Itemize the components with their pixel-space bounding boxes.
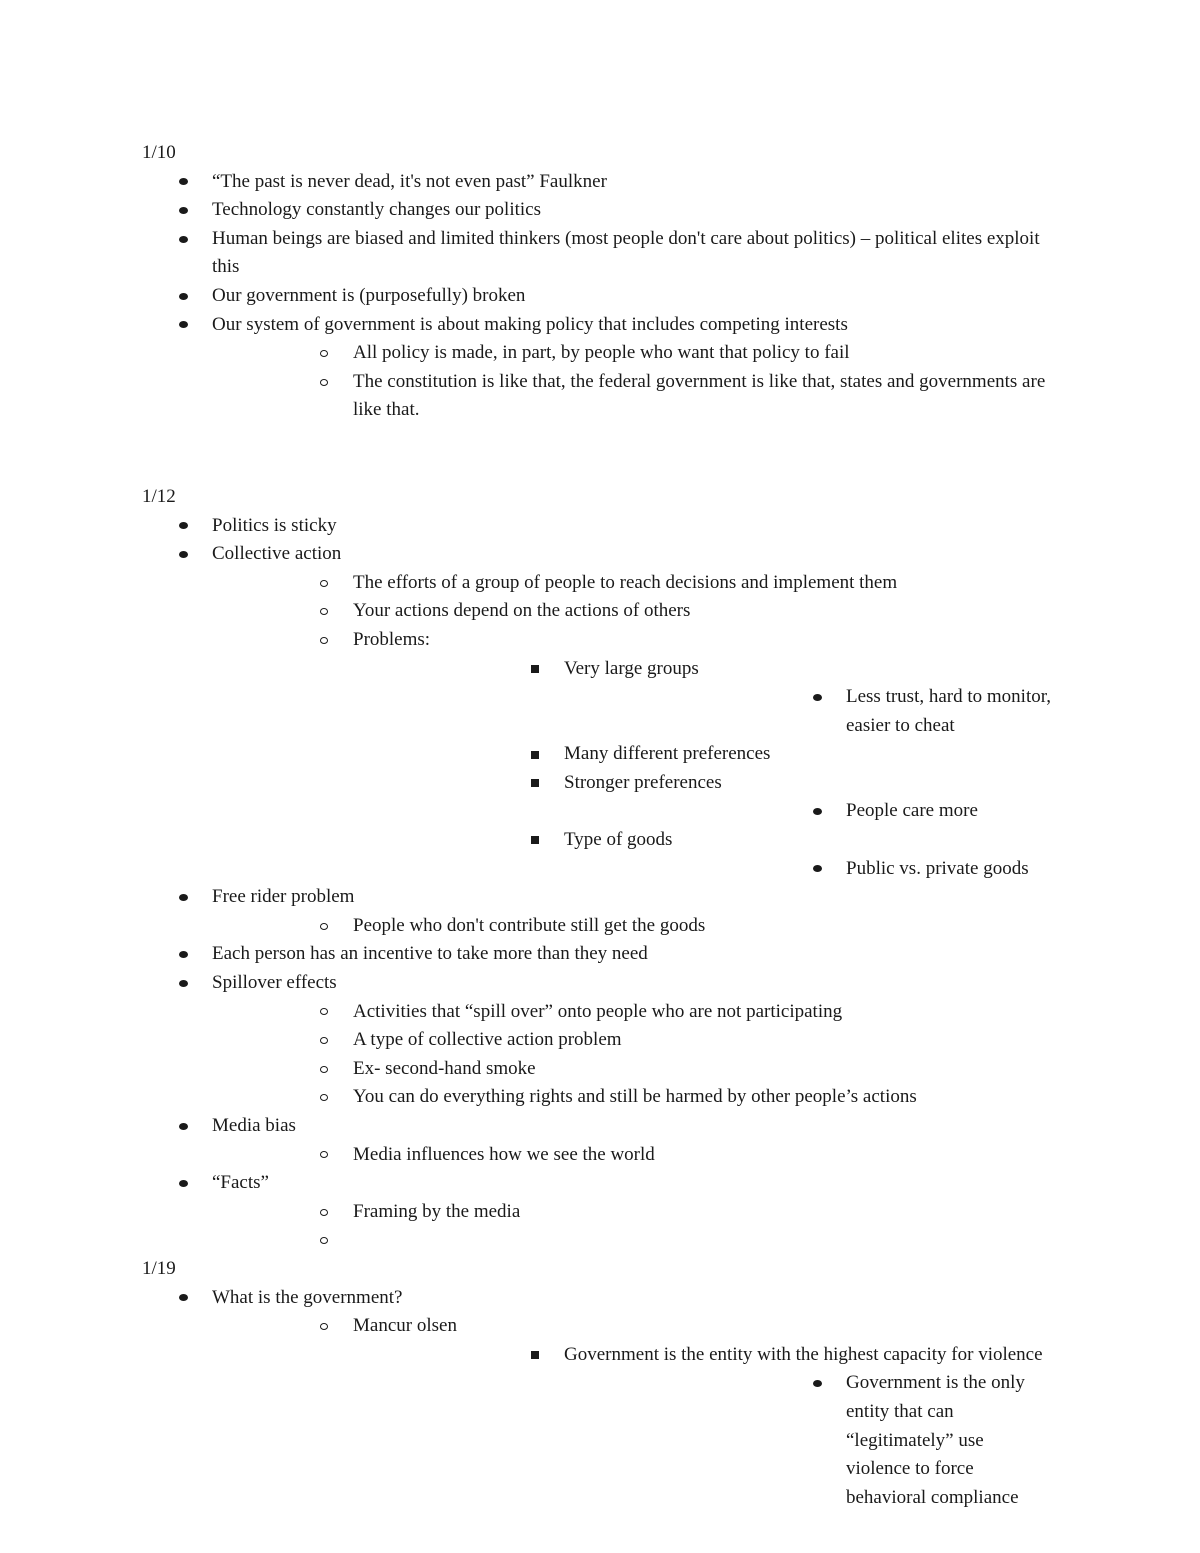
list-item-text: Government is the entity with the highest capacity for violence [564, 1343, 1043, 1365]
list-item [353, 769, 1052, 826]
bullet-disc-icon [175, 1284, 191, 1313]
bullet-disc-icon [809, 683, 825, 712]
list-item-text: Activities that “spill over” onto people who are not participating [353, 1000, 843, 1022]
list-item-text: Politics is sticky [212, 514, 337, 536]
bullet-disc-icon [809, 797, 825, 826]
bullet-square-icon [527, 826, 543, 855]
bullet-square-icon [527, 1341, 543, 1370]
list-item-text: Type of goods [564, 829, 673, 851]
list-item [142, 969, 1052, 1112]
list-item-text: Mancur olsen [353, 1315, 457, 1337]
bullet-disc-icon [175, 196, 191, 225]
list-item-text: You can do everything rights and still be harmed by other people’s actions [353, 1086, 917, 1108]
list-item-text: Stronger preferences [564, 771, 722, 793]
list-item [564, 1369, 1052, 1512]
list-item-text: Our government is (purposefully) broken [212, 284, 526, 306]
list-item-text: Government is the only entity that can “legitimately” use violence to force behavioral compliance [846, 1372, 1025, 1508]
list-item [212, 626, 1052, 883]
bullet-disc-icon [175, 969, 191, 998]
bullet-circle-icon [316, 1026, 332, 1055]
list-item [142, 883, 1052, 940]
list-item [353, 826, 1052, 883]
bullet-circle-icon [316, 1198, 332, 1227]
list-item [142, 168, 1052, 197]
bullet-circle-icon [316, 1055, 332, 1084]
section-date-heading: 1/12 [142, 485, 176, 507]
list-item [212, 339, 1052, 368]
list-item-text: Human beings are biased and limited thinkers (most people don't care about politics) – political elites exploit this [212, 227, 1040, 278]
bullet-circle-icon [316, 626, 332, 655]
bullet-list-level-1 [142, 512, 1052, 1255]
list-item-text: People who don't contribute still get the goods [353, 914, 706, 936]
list-item [212, 1141, 1052, 1170]
bullet-list-level-2 [212, 1141, 1052, 1170]
list-item [142, 1284, 1052, 1513]
list-item-text: All policy is made, in part, by people who want that policy to fail [353, 342, 850, 364]
list-item [212, 998, 1052, 1027]
bullet-circle-icon [316, 569, 332, 598]
bullet-list-level-4 [564, 683, 1052, 740]
list-item [142, 540, 1052, 883]
bullet-disc-icon [175, 940, 191, 969]
bullet-circle-icon [316, 597, 332, 626]
section-date-heading: 1/10 [142, 142, 176, 163]
bullet-disc-icon [175, 168, 191, 197]
bullet-circle-icon [316, 1226, 332, 1255]
list-item-text: Problems: [353, 628, 431, 650]
list-item [353, 740, 1052, 769]
list-item-text [353, 1226, 1052, 1255]
bullet-disc-icon [175, 512, 191, 541]
list-item-text: Spillover effects [212, 972, 337, 994]
bullet-circle-icon [316, 912, 332, 941]
list-item [353, 1341, 1052, 1513]
list-item-text: “The past is never dead, it's not even past” Faulkner [212, 170, 607, 192]
bullet-disc-icon [175, 311, 191, 340]
bullet-disc-icon [175, 225, 191, 254]
section-spacer [142, 425, 1052, 483]
list-item [564, 683, 1052, 740]
list-item [212, 597, 1052, 626]
bullet-circle-icon [316, 998, 332, 1027]
list-item-text: Technology constantly changes our politics [212, 199, 541, 221]
list-item-text: People care more [846, 800, 978, 822]
bullet-circle-icon [316, 1083, 332, 1112]
list-item-text: Each person has an incentive to take more than they need [212, 943, 648, 965]
bullet-disc-icon [809, 1369, 825, 1398]
bullet-list-level-2 [212, 569, 1052, 884]
document-body [142, 139, 1052, 1512]
list-item-text: What is the government? [212, 1286, 403, 1308]
list-item-text: Framing by the media [353, 1200, 521, 1222]
bullet-list-level-2 [212, 1198, 1052, 1255]
section-date-heading: 1/19 [142, 1257, 176, 1279]
list-item-text: Public vs. private goods [846, 857, 1029, 879]
list-item-text: Many different preferences [564, 743, 771, 765]
list-item-text: Our system of government is about making policy that includes competing interests [212, 313, 848, 335]
list-item-text: Media bias [212, 1115, 296, 1136]
notes-section [142, 1255, 1052, 1512]
bullet-square-icon [527, 655, 543, 684]
bullet-list-level-2 [212, 912, 1052, 941]
bullet-list-level-3 [353, 1341, 1052, 1513]
list-item-text: Collective action [212, 543, 342, 565]
list-item [142, 225, 1052, 282]
bullet-disc-icon [175, 282, 191, 311]
list-item-text: The efforts of a group of people to reach decisions and implement them [353, 571, 898, 593]
list-item [212, 1083, 1052, 1112]
bullet-list-level-2 [212, 339, 1052, 425]
bullet-list-level-2 [212, 1312, 1052, 1512]
bullet-disc-icon [175, 1112, 191, 1141]
list-item-text: Very large groups [564, 657, 699, 679]
list-item-text: Free rider problem [212, 886, 355, 908]
bullet-circle-icon [316, 1312, 332, 1341]
bullet-disc-icon [809, 855, 825, 884]
list-item [353, 655, 1052, 741]
list-item-text: Your actions depend on the actions of others [353, 600, 691, 622]
bullet-disc-icon [175, 883, 191, 912]
list-item-text: The constitution is like that, the federal government is like that, states and governments are like that. [353, 370, 1046, 421]
list-item [142, 1112, 1052, 1169]
list-item-text: Less trust, hard to monitor, easier to cheat [846, 686, 1052, 736]
list-item [142, 282, 1052, 311]
list-item [212, 1226, 1052, 1255]
list-item [142, 512, 1052, 541]
bullet-square-icon [527, 740, 543, 769]
list-item [142, 196, 1052, 225]
list-item [564, 855, 1052, 884]
bullet-list-level-1 [142, 168, 1052, 425]
list-item [212, 1026, 1052, 1055]
list-item [142, 940, 1052, 969]
list-item [212, 569, 1052, 598]
bullet-list-level-2 [212, 998, 1052, 1112]
list-item [212, 1055, 1052, 1084]
list-item-text: Ex- second-hand smoke [353, 1057, 536, 1079]
list-item [142, 311, 1052, 425]
bullet-list-level-4 [564, 1369, 1052, 1512]
bullet-circle-icon [316, 339, 332, 368]
notes-section [142, 139, 1052, 425]
notes-section [142, 483, 1052, 1255]
list-item [212, 1312, 1052, 1512]
list-item [212, 912, 1052, 941]
list-item-text: “Facts” [212, 1172, 269, 1194]
bullet-list-level-4 [564, 855, 1052, 884]
bullet-circle-icon [316, 1141, 332, 1170]
list-item-text: Media influences how we see the world [353, 1143, 655, 1165]
list-item [142, 1169, 1052, 1255]
list-item [212, 368, 1052, 425]
bullet-disc-icon [175, 540, 191, 569]
bullet-list-level-1 [142, 1284, 1052, 1513]
bullet-square-icon [527, 769, 543, 798]
bullet-list-level-4 [564, 797, 1052, 826]
bullet-list-level-3 [353, 655, 1052, 884]
bullet-disc-icon [175, 1169, 191, 1198]
bullet-circle-icon [316, 368, 332, 397]
list-item [564, 797, 1052, 826]
list-item [212, 1198, 1052, 1227]
list-item-text: A type of collective action problem [353, 1029, 622, 1051]
